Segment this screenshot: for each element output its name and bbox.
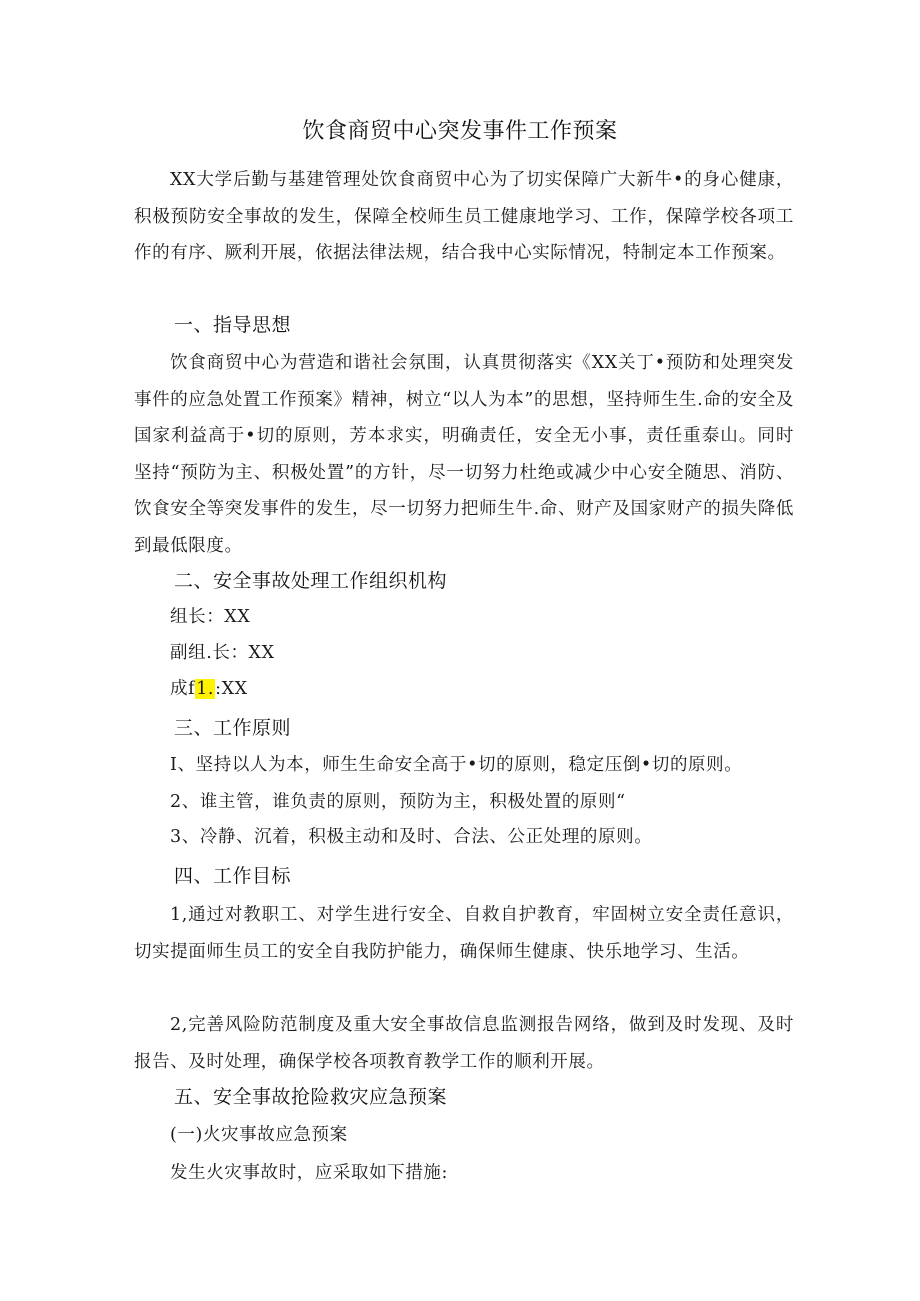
guiding-ideology-paragraph: 饮食商贸中心为营造和谐社会氛围，认真贯彻落实《XX关丁•预防和处理突发事件的应急处置工作预案》精神，树立“以人为本”的思想，坚持师生生.命的安全及国家利益高于•切的原则，芳本求实，明确责任，安全无小事，责任重泰山。同时坚持“预防为主、积极处置”的方针，尽一切努力杜绝或减少中心安全随思、消防、饮食安全等突发事件的发生，尽一切努力把师生牛.命、财产及国家财产的损失降低到最低限度。: [134, 353, 794, 556]
goal-item: 1,通过对教职工、对学生进行安全、自救自护教育，牢固树立安全责任意识，切实提面师生员工的安全自我防护能力，确保师生健康、快乐地学习、生活。: [134, 905, 794, 962]
principle-item: 2、谁主管，谁负责的原则，预防为主，积极处置的原则“: [170, 792, 626, 812]
principle-item: I、坚持以人为本，师生生命安全高于•切的原则，稳定压倒•切的原则。: [170, 755, 743, 775]
intro-paragraph: XX大学后勤与基建管理处饮食商贸中心为了切实保障广大新牛•的身心健康，积极预防安全事故的发生，保障全校师生员工健康地学习、工作，保障学校各项工作的有序、厥利开展，依据法律法规，结合我中心实际情况，特制定本工作预案。: [134, 170, 794, 263]
section-heading-guiding-ideology: 一、指导思想: [174, 314, 292, 336]
highlighted-text: 1.: [196, 679, 215, 699]
section-heading-principles: 三、工作原则: [174, 717, 292, 739]
section-heading-goals: 四、工作目标: [174, 865, 292, 887]
org-deputy-line: 副组.长：XX: [170, 643, 275, 663]
org-member-suffix: :XX: [215, 679, 248, 699]
document-title: 饮食商贸中心突发事件工作预案: [302, 119, 618, 144]
goal-item: 2,完善风险防范制度及重大安全事故信息监测报告网络，做到及时发现、及时报告、及时处理，确保学校各项教育教学工作的顺利开展。: [134, 1015, 794, 1072]
principle-item: 3、冷静、沉着，积极主动和及时、合法、公正处理的原则。: [170, 827, 653, 847]
org-leader-line: 组长：XX: [170, 607, 251, 627]
section-heading-emergency-plan: 五、安全事故抢险救灾应急预案: [174, 1086, 448, 1108]
fire-measures-line: 发生火灾事故时，应采取如下措施:: [170, 1163, 448, 1183]
subsection-heading-fire: (一)火灾事故应急预案: [170, 1125, 348, 1145]
org-member-prefix: 成f: [170, 679, 196, 699]
org-member-line: [170, 674, 248, 704]
section-heading-organization: 二、安全事故处理工作组织机构: [174, 570, 448, 592]
